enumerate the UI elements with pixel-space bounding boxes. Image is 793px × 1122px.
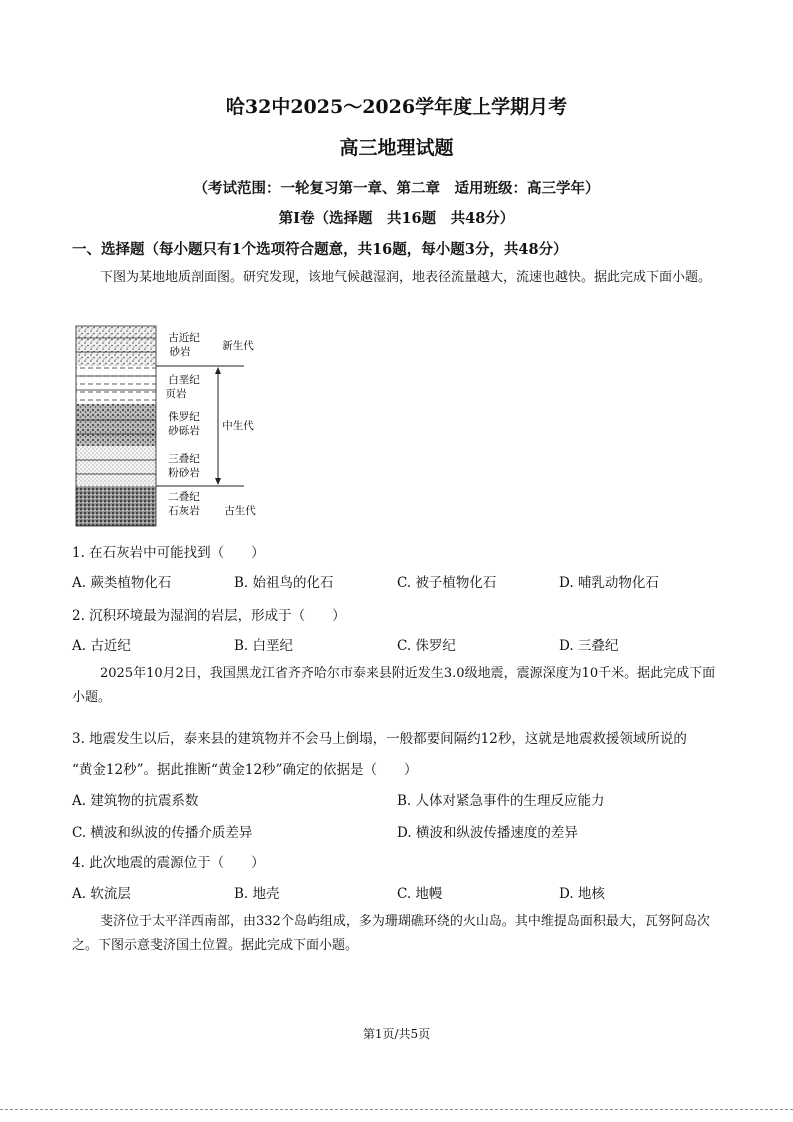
label-cretaceous-period: 白垩纪 [168, 374, 200, 386]
q4-option-c[interactable]: C. 地幔 [397, 886, 443, 902]
section-heading: 一、选择题（每小题只有1个选项符合题意，共16题，每小题3分，共48分） [72, 241, 568, 258]
layer-cretaceous-shale [76, 366, 156, 404]
label-paleogene-period: 古近纪 [168, 332, 200, 344]
exam-title: 哈32中2025～2026学年度上学期月考 [225, 96, 568, 118]
exam-scope: （考试范围：一轮复习第一章、第二章 适用班级：高三学年） [193, 180, 600, 197]
question-1-stem: 1. 在石灰岩中可能找到（ ） [72, 545, 265, 561]
label-permian-period: 二叠纪 [168, 491, 200, 503]
q3-option-b[interactable]: B. 人体对紧急事件的生理反应能力 [397, 793, 605, 809]
part-heading: 第Ⅰ卷（选择题 共16题 共48分） [278, 210, 515, 227]
layer-permian-limestone [76, 486, 156, 526]
question-2-stem: 2. 沉积环境最为湿润的岩层，形成于（ ） [72, 608, 346, 624]
page-bottom-divider [0, 1109, 793, 1110]
q4-option-b[interactable]: B. 地壳 [234, 886, 280, 902]
q2-option-b[interactable]: B. 白垩纪 [234, 638, 294, 654]
page-number: 第1页/共5页 [362, 1027, 431, 1041]
question-4-stem: 4. 此次地震的震源位于（ ） [72, 855, 265, 871]
q1-option-a[interactable]: A. 蕨类植物化石 [72, 575, 172, 591]
label-paleozoic: 古生代 [224, 505, 256, 517]
q1-option-c[interactable]: C. 被子植物化石 [397, 575, 497, 591]
label-permian-rock: 石灰岩 [168, 505, 200, 517]
q2-option-d[interactable]: D. 三叠纪 [559, 638, 619, 654]
layer-jurassic-conglomerate [76, 404, 156, 446]
q4-option-d[interactable]: D. 地核 [559, 886, 605, 902]
earthquake-passage: 2025年10月2日，我国黑龙江省齐齐哈尔市泰来县附近发生3.0级地震，震源深度为10千米。据此完成下面小题。 [72, 666, 716, 705]
q2-option-c[interactable]: C. 侏罗纪 [397, 638, 456, 654]
q3-option-d[interactable]: D. 横波和纵波传播速度的差异 [397, 825, 578, 841]
q1-option-d[interactable]: D. 哺乳动物化石 [559, 575, 659, 591]
intro-paragraph: 下图为某地地质剖面图。研究发现，该地气候越湿润，地表径流量越大，流速也越快。据此完成下面小题。 [100, 270, 712, 285]
label-cretaceous-rock: 页岩 [165, 388, 187, 400]
question-3-stem-continued: “黄金12秒”。据此推断“黄金12秒”确定的依据是（ ） [72, 762, 418, 778]
question-3-stem: 3. 地震发生以后，泰来县的建筑物并不会马上倒塌，一般都要间隔约12秒，这就是地震救援领域所说的 [72, 731, 687, 747]
label-triassic-period: 三叠纪 [168, 453, 200, 465]
q1-option-b[interactable]: B. 始祖鸟的化石 [234, 575, 334, 591]
geologic-section-figure [72, 324, 272, 530]
q2-option-a[interactable]: A. 古近纪 [72, 638, 131, 654]
fiji-passage: 斐济位于太平洋西南部，由332个岛屿组成，多为珊瑚礁环绕的火山岛。其中维提岛面积最大，瓦努阿岛次之。下图示意斐济国土位置。据此完成下面小题。 [72, 914, 710, 953]
label-paleogene-rock: 砂岩 [169, 346, 191, 358]
q4-option-a[interactable]: A. 软流层 [72, 886, 131, 902]
label-mesozoic: 中生代 [222, 420, 254, 432]
q3-option-c[interactable]: C. 横波和纵波的传播介质差异 [72, 825, 253, 841]
layer-triassic-siltstone [76, 446, 156, 486]
label-jurassic-rock: 砂砾岩 [168, 425, 200, 437]
q3-option-a[interactable]: A. 建筑物的抗震系数 [72, 793, 199, 809]
layer-paleogene-sandstone [76, 326, 156, 366]
label-jurassic-period: 侏罗纪 [168, 411, 200, 423]
exam-subtitle: 高三地理试题 [339, 137, 454, 159]
label-cenozoic: 新生代 [222, 340, 254, 352]
label-triassic-rock: 粉砂岩 [168, 467, 200, 479]
